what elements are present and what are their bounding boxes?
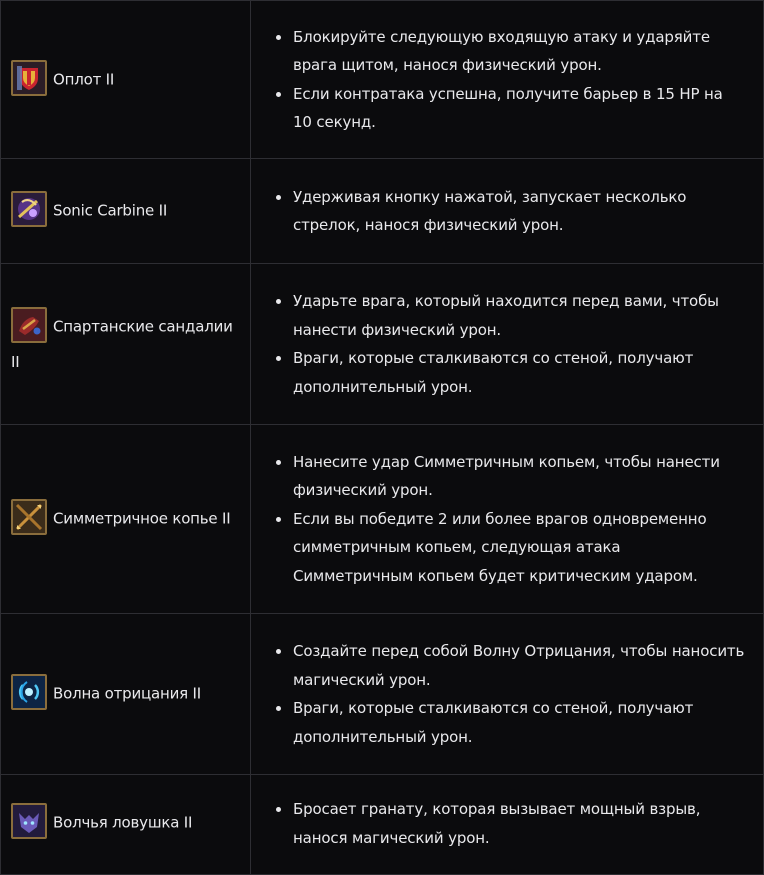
- list-item: Бросает гранату, которая вызывает мощный взрыв, нанося магический урон.: [293, 795, 745, 852]
- sandal-icon: [11, 307, 47, 343]
- table-row: [1, 1, 764, 159]
- table-row: [1, 775, 764, 875]
- list-item: Ударьте врага, который находится перед вами, чтобы нанести физический урон.: [293, 287, 745, 344]
- skill-name-cell: [1, 264, 251, 425]
- skill-name: Спартанские сандалии II: [11, 317, 233, 371]
- list-item: Если контратака успешна, получите барьер в 15 HP на 10 секунд.: [293, 80, 745, 137]
- skill-name-cell: [1, 614, 251, 775]
- skill-description-cell: [251, 1, 764, 159]
- spear-icon: [11, 499, 47, 535]
- crossbow-icon: [11, 191, 47, 227]
- list-item: Удерживая кнопку нажатой, запускает несколько стрелок, нанося физический урон.: [293, 183, 745, 240]
- table-row: [1, 614, 764, 775]
- list-item: Враги, которые сталкиваются со стеной, получают дополнительный урон.: [293, 694, 745, 751]
- skill-description-list: [271, 795, 745, 852]
- list-item: Блокируйте следующую входящую атаку и ударяйте врага щитом, нанося физический урон.: [293, 23, 745, 80]
- wave-icon: [11, 674, 47, 710]
- list-item: Нанесите удар Симметричным копьем, чтобы нанести физический урон.: [293, 448, 745, 505]
- wolf-trap-icon: [11, 803, 47, 839]
- skill-name: Sonic Carbine II: [53, 201, 168, 220]
- skill-name-cell: [1, 1, 251, 159]
- skill-description-list: [271, 287, 745, 401]
- skill-description-list: [271, 448, 745, 591]
- skill-description-cell: [251, 614, 764, 775]
- skill-name-cell: [1, 159, 251, 264]
- skill-name: Волна отрицания II: [53, 684, 202, 703]
- skill-name: Оплот II: [53, 70, 115, 88]
- skill-description-cell: [251, 264, 764, 425]
- skill-description-cell: [251, 425, 764, 614]
- skill-name-cell: [1, 425, 251, 614]
- shield-icon: [11, 60, 47, 96]
- table-row: [1, 264, 764, 425]
- skill-description-list: [271, 23, 745, 137]
- skill-name: Симметричное копье II: [53, 509, 231, 528]
- skill-description-cell: [251, 775, 764, 875]
- table-row: [1, 425, 764, 614]
- table-row: [1, 159, 764, 264]
- skill-description-list: [271, 637, 745, 751]
- skill-name-cell: [1, 775, 251, 875]
- list-item: Создайте перед собой Волну Отрицания, чтобы наносить магический урон.: [293, 637, 745, 694]
- skill-description-cell: [251, 159, 764, 264]
- skill-description-list: [271, 183, 745, 240]
- list-item: Враги, которые сталкиваются со стеной, получают дополнительный урон.: [293, 344, 745, 401]
- list-item: Если вы победите 2 или более врагов одновременно симметричным копьем, следующая атака Симметричным копьем будет критическим ударом.: [293, 505, 745, 591]
- skill-name: Волчья ловушка II: [53, 813, 193, 832]
